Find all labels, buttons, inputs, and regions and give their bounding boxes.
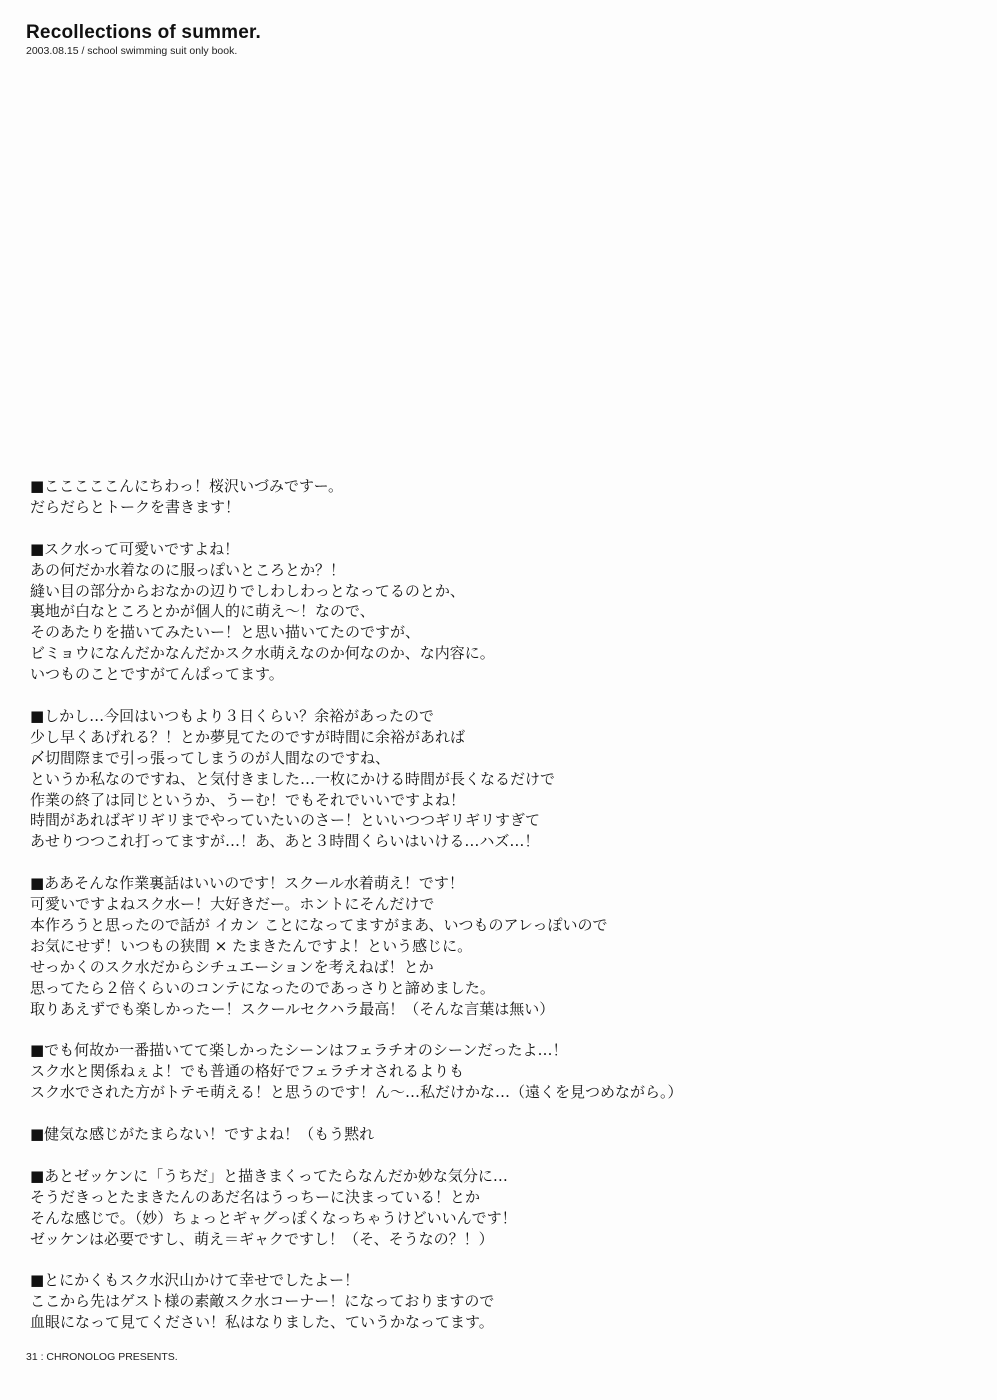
text-line: スク水でされた方がトテモ萌える！と思うのです！ん～…私だけかな…（遠くを見つめながら。）: [30, 1083, 683, 1102]
text-line: 縫い目の部分からおなかの辺りでしわしわっとなってるのとか、: [30, 581, 465, 600]
text-line: あの何だか水着なのに服っぽいところとか？！: [30, 560, 346, 579]
page-title: Recollections of summer.: [26, 22, 261, 43]
text-line: ■こここここんにちわっ！桜沢いづみですー。: [30, 477, 343, 495]
text-line: 作業の終了は同じというか、うーむ！でもそれでいいですよね！: [30, 790, 466, 809]
text-line: あせりつつこれ打ってますが…！あ、あと３時間くらいはいける…ハズ…！: [30, 832, 540, 851]
paragraph: [30, 1124, 960, 1145]
paragraph: [30, 476, 960, 518]
text-line: ■あとゼッケンに「うちだ」と描きまくってたらなんだか妙な気分に…: [30, 1166, 508, 1185]
text-line: 時間があればギリギリまでやっていたいのさー！といいつつギリギリすぎて: [30, 811, 541, 830]
text-line: 裏地が白なところとかが個人的に萌え～！なので、: [30, 602, 375, 621]
text-line: 少し早くあげれる？！とか夢見てたのですが時間に余裕があれば: [30, 727, 466, 746]
text-line: だらだらとトークを書きます！: [30, 497, 241, 516]
text-line: お気にせず！いつもの狭間 × たまきたんですよ！という感じに。: [30, 936, 473, 955]
text-line: ■とにかくもスク水沢山かけて幸せでしたよー！: [30, 1271, 360, 1290]
paragraph: [30, 873, 960, 1019]
text-line: 〆切間際まで引っ張ってしまうのが人間なのですね、: [30, 748, 391, 767]
text-line: 取りあえずでも楽しかったー！スクールセクハラ最高！（そんな言葉は無い）: [30, 999, 555, 1018]
text-line: そうだきっとたまきたんのあだ名はうっちーに決まっている！とか: [30, 1187, 481, 1206]
text-line: ■しかし…今回はいつもより３日くらい？余裕があったので: [30, 706, 435, 725]
text-line: ゼッケンは必要ですし、萌え＝ギャクですし！（そ、そうなの？！）: [30, 1229, 494, 1248]
text-line: ビミョウになんだかなんだかスク水萌えなのか何なのか、な内容に。: [30, 644, 495, 663]
paragraph: [30, 539, 960, 685]
paragraph: [30, 706, 960, 852]
page-footer: 31 : CHRONOLOG PRESENTS.: [26, 1351, 178, 1363]
text-line: ここから先はゲスト様の素敵スク水コーナー！になっておりますので: [30, 1292, 495, 1311]
text-line: ■スク水って可愛いですよね！: [30, 539, 240, 558]
text-line: ■健気な感じがたまらない！ですよね！（もう黙れ: [30, 1125, 375, 1144]
text-line: というか私なのですね、と気付きました…一枚にかける時間が長くなるだけで: [30, 769, 556, 788]
text-line: ■でも何故か一番描いてて楽しかったシーンはフェラチオのシーンだったよ…！: [30, 1041, 568, 1060]
text-line: そんな感じで。（妙）ちょっとギャグっぽくなっちゃうけどいいんです！: [30, 1208, 517, 1227]
text-line: 血眼になって見てください！私はなりました、ていうかなってます。: [30, 1313, 494, 1332]
text-line: ■ああそんな作業裏話はいいのです！スクール水着萌え！です！: [30, 874, 464, 893]
text-line: 思ってたら２倍くらいのコンテになったのであっさりと諦めました。: [30, 978, 495, 997]
page-subtitle: 2003.08.15 / school swimming suit only book.: [26, 45, 238, 57]
text-line: 本作ろうと思ったので話が イカン ことになってますがまあ、いつものアレっぽいので: [30, 915, 608, 934]
paragraph: [30, 1270, 960, 1333]
text-line: そのあたりを描いてみたいー！と思い描いてたのですが、: [30, 623, 421, 642]
paragraph: [30, 1040, 960, 1103]
afterword-text: [30, 476, 960, 1354]
text-line: 可愛いですよねスク水ー！大好きだー。ホントにそんだけで: [30, 895, 435, 914]
paragraph: [30, 1166, 960, 1250]
page-header: [26, 22, 261, 58]
text-line: せっかくのスク水だからシチュエーションを考えねば！とか: [30, 957, 434, 976]
text-line: いつものことですがてんぱってます。: [30, 665, 284, 684]
text-line: スク水と関係ねぇよ！でも普通の格好でフェラチオされるよりも: [30, 1062, 464, 1081]
